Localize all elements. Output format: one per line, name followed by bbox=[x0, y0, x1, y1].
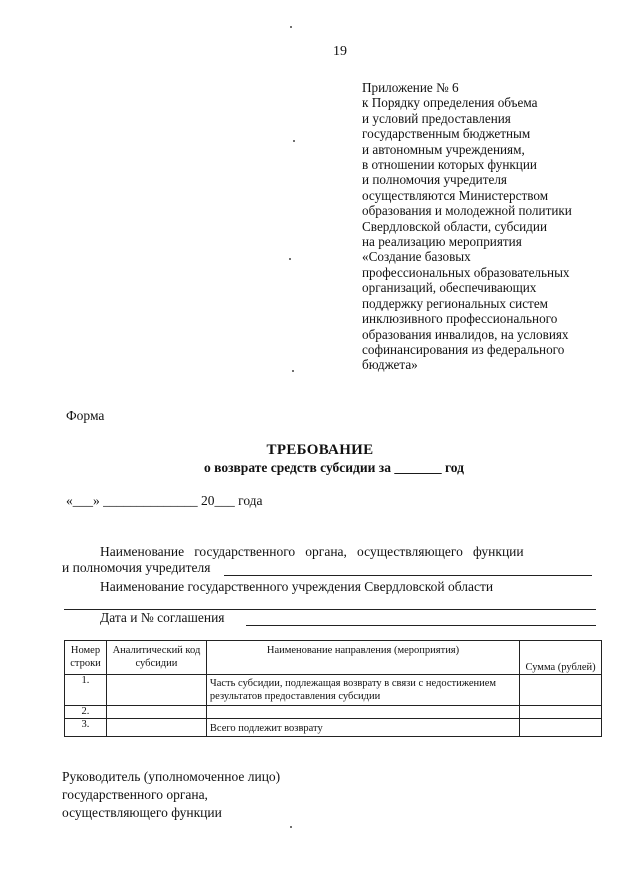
row-sum-cell[interactable] bbox=[520, 706, 602, 719]
row-code-cell[interactable] bbox=[106, 719, 206, 737]
row-sum-cell[interactable] bbox=[520, 719, 602, 737]
row-code-cell[interactable] bbox=[106, 675, 206, 706]
appendix-line: инклюзивного профессионального bbox=[362, 311, 558, 327]
appendix-line: профессиональных образовательных bbox=[362, 264, 570, 280]
scan-speck bbox=[290, 826, 292, 828]
appendix-line: Свердловской области, субсидии bbox=[362, 218, 548, 234]
document-title: ТРЕБОВАНИЕ bbox=[266, 442, 374, 458]
row-number: 3. bbox=[65, 719, 107, 737]
header-code: Аналитический код субсидии bbox=[106, 641, 206, 675]
table-header-row bbox=[65, 641, 602, 675]
gov-body-field[interactable] bbox=[224, 575, 592, 576]
scan-speck bbox=[289, 258, 291, 260]
signature-line: государственного органа, bbox=[62, 787, 208, 802]
gov-body-label: Наименование государственного органа, осуществляющего функции bbox=[100, 544, 524, 559]
page-number: 19 bbox=[333, 44, 347, 59]
row-number: 1. bbox=[65, 675, 107, 706]
agreement-label: Дата и № соглашения bbox=[100, 610, 225, 625]
scan-speck bbox=[293, 140, 295, 142]
row-code-cell[interactable] bbox=[106, 706, 206, 719]
header-row-no: Номер строки bbox=[65, 641, 107, 675]
date-line: «___» ______________ 20___ года bbox=[66, 493, 263, 508]
signature-line: Руководитель (уполномоченное лицо) bbox=[62, 769, 281, 784]
appendix-line: бюджета» bbox=[362, 357, 418, 373]
appendix-line: поддержку региональных систем bbox=[362, 295, 549, 311]
appendix-line: осуществляются Министерством bbox=[362, 187, 549, 203]
row-direction[interactable] bbox=[206, 706, 519, 719]
appendix-line: и полномочия учредителя bbox=[362, 172, 507, 188]
table-row bbox=[65, 675, 602, 706]
appendix-line: и условий предоставления bbox=[362, 110, 511, 126]
table-row bbox=[65, 719, 602, 737]
appendix-line: «Создание базовых bbox=[362, 249, 471, 265]
appendix-line: образования инвалидов, на условиях bbox=[362, 326, 569, 342]
appendix-line: к Порядку определения объема bbox=[362, 95, 538, 111]
row-direction: Часть субсидии, подлежащая возврату в связи с недостижением результатов предоставления субсидии bbox=[206, 675, 519, 706]
row-sum-cell[interactable] bbox=[520, 675, 602, 706]
agreement-field[interactable] bbox=[246, 625, 596, 626]
signature-line: осуществляющего функции bbox=[62, 805, 222, 820]
appendix-line: образования и молодежной политики bbox=[362, 203, 572, 219]
gov-body-label-cont: и полномочия учредителя bbox=[62, 560, 211, 575]
scan-speck bbox=[290, 26, 292, 28]
row-number: 2. bbox=[65, 706, 107, 719]
scan-speck bbox=[292, 370, 294, 372]
appendix-line: и автономным учреждениям, bbox=[362, 141, 525, 157]
table-row bbox=[65, 706, 602, 719]
document-subtitle: о возврате средств субсидии за _______ год bbox=[204, 460, 464, 475]
header-sum: Сумма (рублей) bbox=[520, 641, 602, 675]
appendix-line: софинансирования из федерального bbox=[362, 341, 565, 357]
header-direction: Наименование направления (мероприятия) bbox=[206, 641, 519, 675]
institution-label: Наименование государственного учреждения Свердловской области bbox=[100, 579, 494, 594]
appendix-line: в отношении которых функции bbox=[362, 157, 537, 173]
appendix-line: организаций, обеспечивающих bbox=[362, 280, 537, 296]
row-direction: Всего подлежит возврату bbox=[206, 719, 519, 737]
appendix-line: государственным бюджетным bbox=[362, 126, 531, 142]
appendix-block bbox=[362, 80, 632, 373]
form-label: Форма bbox=[66, 408, 105, 423]
appendix-line: Приложение № 6 bbox=[362, 80, 459, 95]
refund-table bbox=[64, 640, 602, 737]
appendix-line: на реализацию мероприятия bbox=[362, 234, 522, 250]
